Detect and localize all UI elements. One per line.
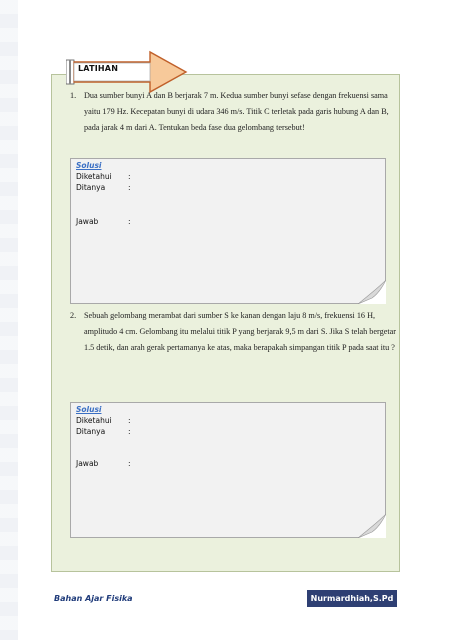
page-edge-decoration: [0, 0, 18, 640]
answer-row: [76, 459, 131, 468]
solution-box-1[interactable]: [70, 158, 386, 304]
colon: :: [128, 459, 131, 468]
banner-title: LATIHAN: [78, 64, 119, 73]
footer-subject: Bahan Ajar Fisika: [54, 594, 133, 603]
colon: :: [128, 172, 131, 181]
problem-text: Sebuah gelombang merambat dari sumber S ke kanan dengan laju 8 m/s, frekuensi 16 H, amplitudo 4 cm. Gelombang itu melalui titik P yang berjarak 9,5 m dari S. Jika S telah bergetar 1.5 detik, dan arah gerak pertamanya ke atas, maka berapakah simpangan titik P pada saat itu ?: [84, 311, 396, 352]
known-row: [76, 172, 131, 181]
asked-row: [76, 427, 131, 436]
colon: :: [128, 427, 131, 436]
answer-label: Jawab: [76, 217, 99, 226]
problem-number: 1.: [70, 91, 77, 100]
asked-label: Ditanya: [76, 183, 106, 192]
colon: :: [128, 217, 131, 226]
asked-row: [76, 183, 131, 192]
solution-title: Solusi: [76, 161, 102, 170]
problem-number: 2.: [70, 311, 77, 320]
answer-row: [76, 217, 131, 226]
problem-text: Dua sumber bunyi A dan B berjarak 7 m. Kedua sumber bunyi sefase dengan frekuensi sama yaitu 179 Hz. Kecepatan bunyi di udara 346 m/s. Titik C terletak pada garis hubung A dan B, pada jarak 4 m dari A. Tentukan beda fase dua gelombang tersebut!: [84, 91, 389, 132]
page-curl-icon: [358, 280, 386, 304]
answer-label: Jawab: [76, 459, 99, 468]
solution-title: Solusi: [76, 405, 102, 414]
colon: :: [128, 416, 131, 425]
asked-label: Ditanya: [76, 427, 106, 436]
page-curl-icon: [358, 514, 386, 538]
colon: :: [128, 183, 131, 192]
footer-author-badge: Nurmardhiah,S.Pd: [307, 590, 397, 607]
solution-box-2[interactable]: [70, 402, 386, 538]
known-row: [76, 416, 131, 425]
known-label: Diketahui: [76, 416, 112, 425]
known-label: Diketahui: [76, 172, 112, 181]
